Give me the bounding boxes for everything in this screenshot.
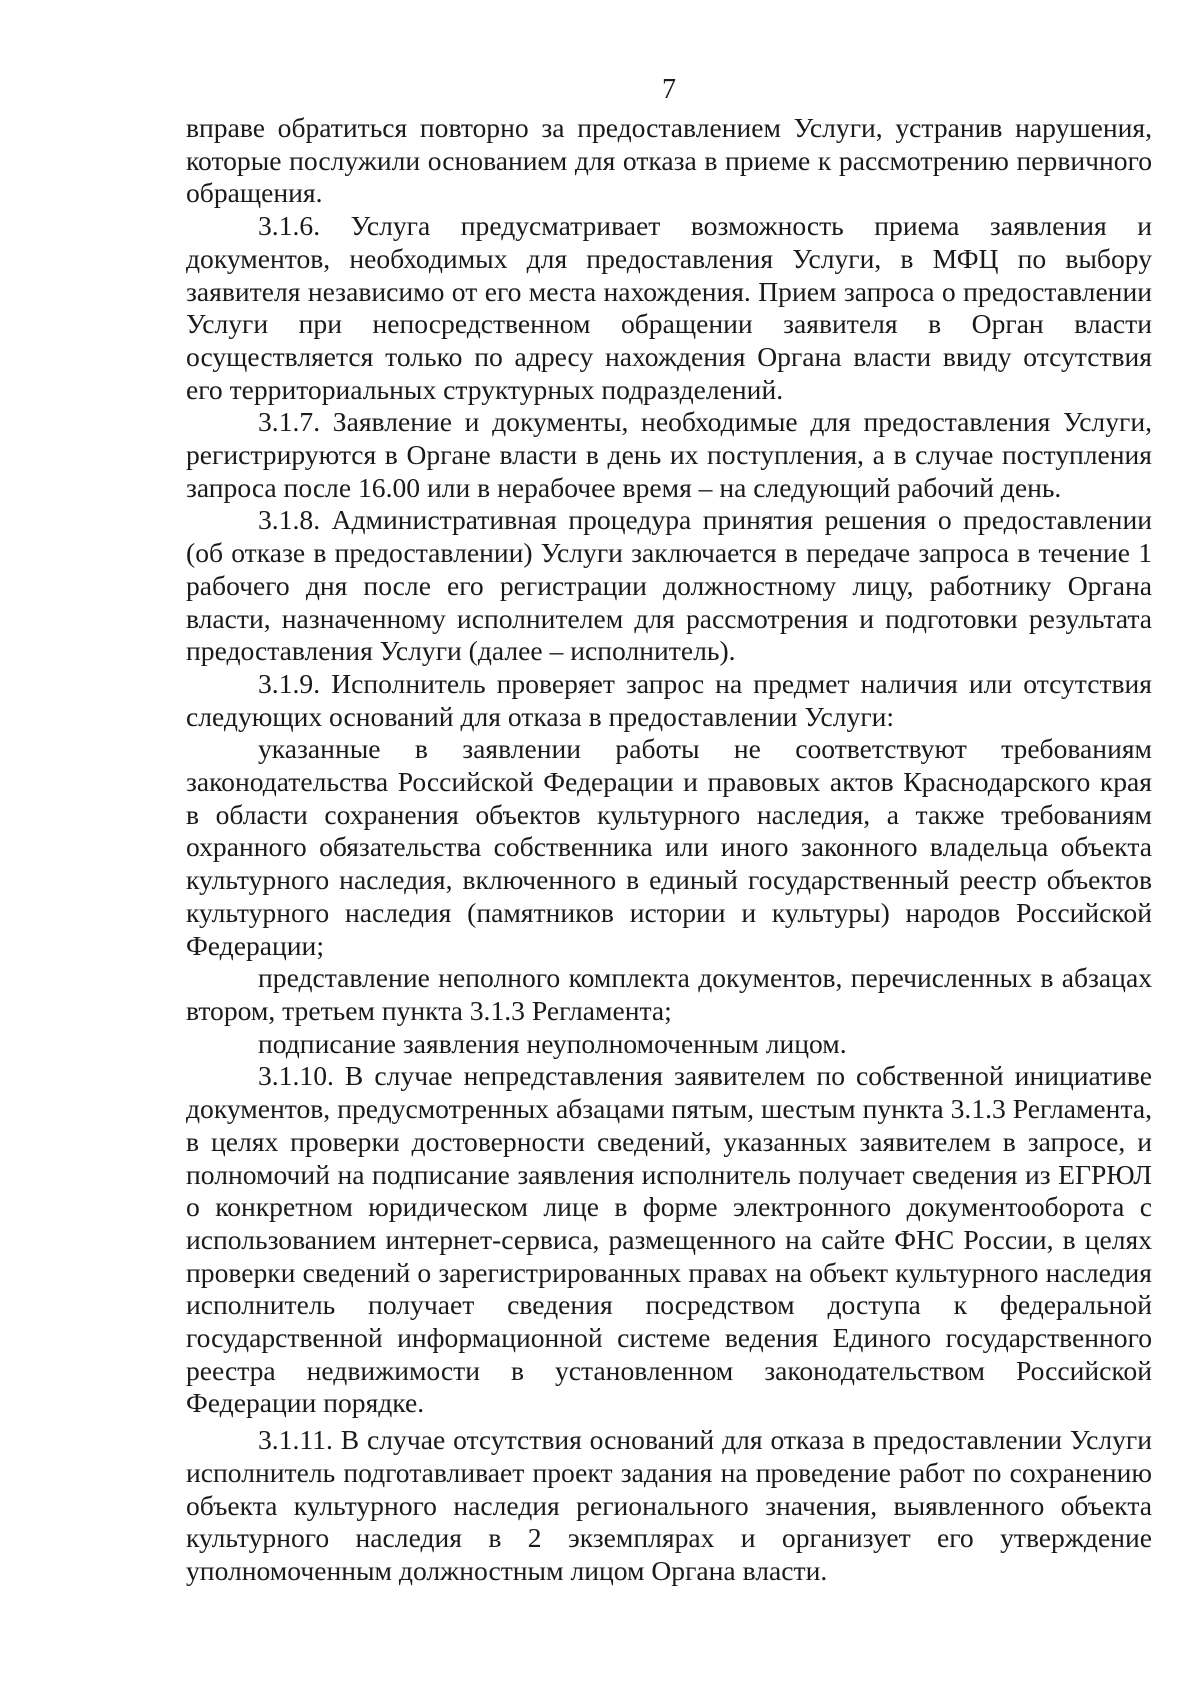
page-number: 7 [662,74,676,105]
document-body [186,112,1152,1588]
paragraph-3-1-6: 3.1.6. Услуга предусматривает возможность приема заявления и документов, необходимых для предоставления Услуги, в МФЦ по выбору заявителя независимо от его места нахождения. Прием запроса о предоставлении Услуги при непосредственном обращении заявителя в Орган власти осуществляется только по адресу нахождения Органа власти ввиду отсутствия его территориальных структурных подразделений. [186,210,1152,405]
refusal-ground-2: представление неполного комплекта документов, перечисленных в абзацах втором, третьем пункта 3.1.3 Регламента; [186,962,1152,1026]
paragraph-3-1-10: 3.1.10. В случае непредставления заявителем по собственной инициативе документов, предусмотренных абзацами пятым, шестым пункта 3.1.3 Регламента, в целях проверки достоверности сведений, указанных заявителем в запросе, и полномочий на подписание заявления исполнитель получает сведения из ЕГРЮЛ о конкретном юридическом лице в форме электронного документооборота с использованием интернет-сервиса, размещенного на сайте ФНС России, в целях проверки сведений о зарегистрированных правах на объект культурного наследия исполнитель получает сведения посредством доступа к федеральной государственной информационной системе ведения Единого государственного реестра недвижимости в установленном законодательством Российской Федерации порядке. [186,1060,1152,1419]
paragraph-3-1-11: 3.1.11. В случае отсутствия оснований для отказа в предоставлении Услуги исполнитель подготавливает проект задания на проведение работ по сохранению объекта культурного наследия регионального значения, выявленного объекта культурного наследия в 2 экземплярах и организует его утверждение уполномоченным должностным лицом Органа власти. [186,1424,1152,1586]
paragraph-3-1-7: 3.1.7. Заявление и документы, необходимые для предоставления Услуги, регистрируются в Органе власти в день их поступления, а в случае поступления запроса после 16.00 или в нерабочее время – на следующий рабочий день. [186,406,1152,503]
paragraph-continuation: вправе обратиться повторно за предоставлением Услуги, устранив нарушения, которые послужили основанием для отказа в приеме к рассмотрению первичного обращения. [186,112,1152,209]
paragraph-3-1-8: 3.1.8. Административная процедура принятия решения о предоставлении (об отказе в предоставлении) Услуги заключается в передаче запроса в течение 1 рабочего дня после его регистрации должностному лицу, работнику Органа власти, назначенному исполнителем для рассмотрения и подготовки результата предоставления Услуги (далее – исполнитель). [186,504,1152,667]
refusal-ground-1: указанные в заявлении работы не соответствуют требованиям законодательства Российской Федерации и правовых актов Краснодарского края в области сохранения объектов культурного наследия, а также требованиям охранного обязательства собственника или иного законного владельца объекта культурного наследия, включенного в единый государственный реестр объектов культурного наследия (памятников истории и культуры) народов Российской Федерации; [186,733,1152,961]
document-page [186,70,1152,1588]
paragraph-3-1-9: 3.1.9. Исполнитель проверяет запрос на предмет наличия или отсутствия следующих оснований для отказа в предоставлении Услуги: [186,667,1152,732]
refusal-ground-3: подписание заявления неуполномоченным лицом. [258,1027,847,1059]
